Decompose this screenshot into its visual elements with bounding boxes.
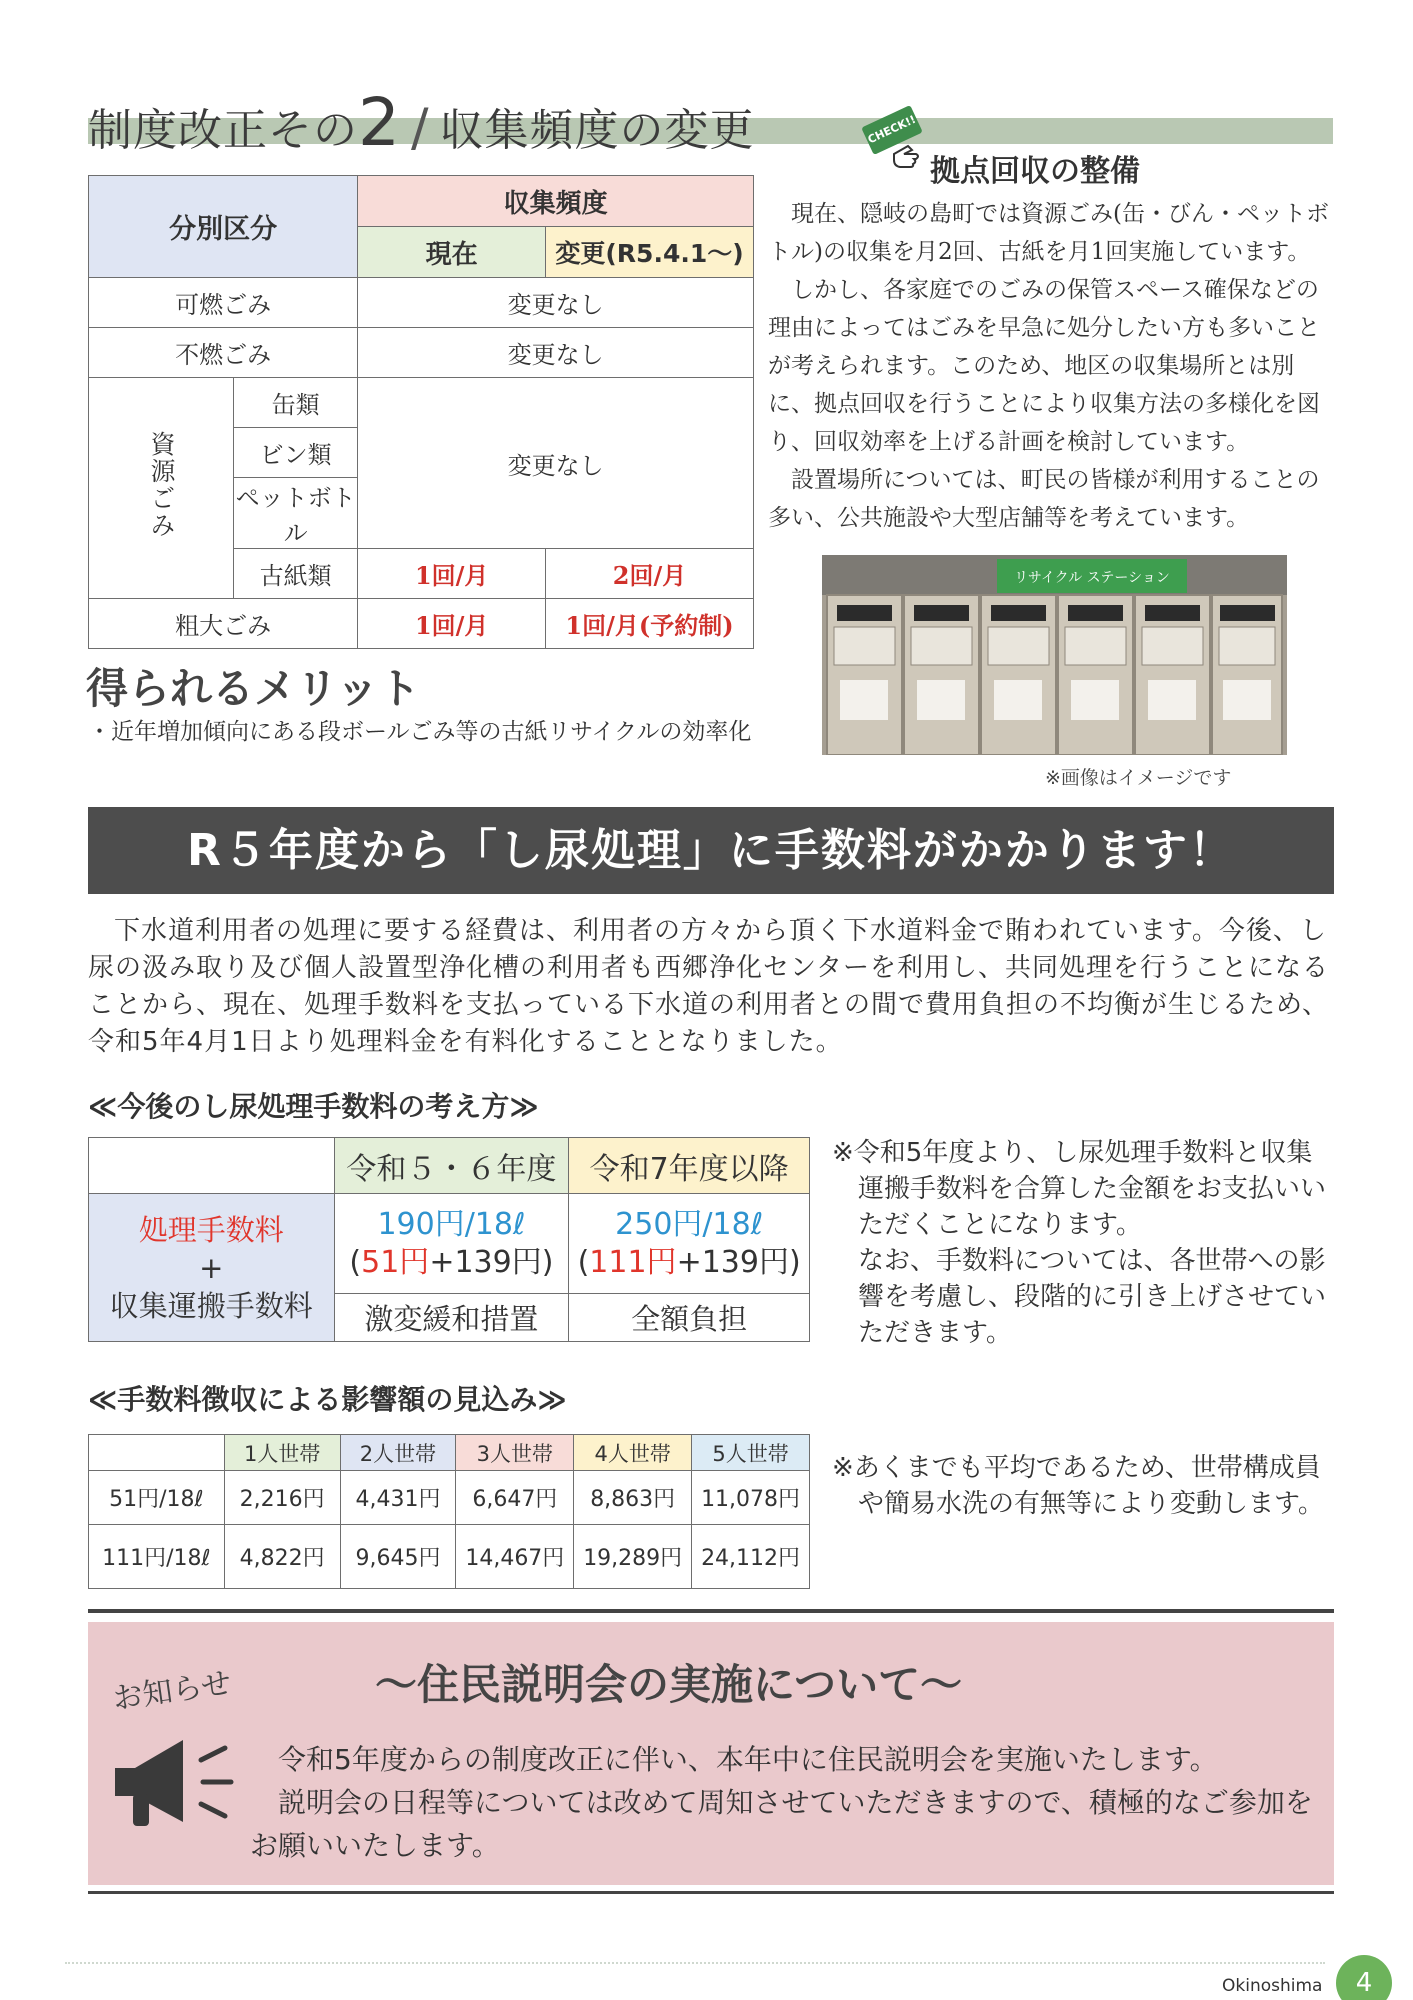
impact-table — [88, 1434, 810, 1589]
fee-note — [828, 1135, 1338, 1351]
impact-col: 3人世帯 — [456, 1435, 574, 1471]
impact-col: 1人世帯 — [224, 1435, 340, 1471]
section-title — [88, 84, 755, 161]
row-kanen: 可燃ごみ — [89, 278, 358, 328]
group-shigen: 資源ごみ — [89, 378, 234, 599]
impact-note-text: ※あくまでも平均であるため、世帯構成員や簡易水洗の有無等により変動します。 — [832, 1453, 1324, 1519]
fee-label-plus: + — [199, 1250, 224, 1285]
fee-measure-2: 全額負担 — [569, 1294, 810, 1342]
impact-col: 4人世帯 — [574, 1435, 692, 1471]
impact-cell: 2,216円 — [224, 1471, 340, 1525]
row-bottle: ビン類 — [234, 428, 358, 478]
photo-sign: リサイクル ステーション — [1014, 570, 1170, 586]
impact-cell: 4,822円 — [224, 1525, 340, 1589]
title-slash: / — [411, 98, 430, 158]
kyoten-paragraph: 設置場所については、町民の皆様が利用することの多い、公共施設や大型店舗等を考えています。 — [768, 467, 1320, 531]
notice-title: 〜住民説明会の実施について〜 — [375, 1660, 963, 1709]
impact-cell: 4,431円 — [340, 1471, 456, 1525]
footer-dotted-rule — [65, 1962, 1325, 1964]
pointing-hand-icon — [890, 140, 924, 170]
photo-caption: ※画像はイメージです — [1045, 767, 1232, 789]
notice-bottom-rule — [88, 1891, 1334, 1894]
megaphone-icon — [105, 1730, 245, 1840]
impact-cell: 14,467円 — [456, 1525, 574, 1589]
row-funen: 不燃ごみ — [89, 328, 358, 378]
shinyo-fee-banner: R５年度から「し尿処理」に手数料がかかります！ — [88, 807, 1334, 894]
impact-cell: 8,863円 — [574, 1471, 692, 1525]
no-change-cell: 変更なし — [358, 378, 754, 549]
header-frequency: 収集頻度 — [358, 176, 754, 227]
check-badge: CHECK!! — [861, 105, 923, 155]
page-number: 4 — [1336, 1955, 1392, 2000]
impact-corner-cell — [89, 1435, 225, 1471]
kyoten-body — [768, 195, 1338, 537]
fee-row-label — [89, 1194, 335, 1342]
paper-change: 2回/月 — [546, 549, 754, 599]
fee-price-2: 250円/18ℓ — [615, 1206, 764, 1242]
fee-price-r7: 250円/18ℓ (111円+139円) — [569, 1194, 810, 1294]
notice-body — [250, 1738, 1330, 1867]
impact-col: 2人世帯 — [340, 1435, 456, 1471]
fee-label-transport: 収集運搬手数料 — [109, 1288, 313, 1323]
impact-col: 5人世帯 — [692, 1435, 810, 1471]
header-change: 変更(R5.4.1〜) — [546, 227, 754, 278]
fee-corner-cell — [89, 1138, 335, 1194]
kyoten-paragraph: しかし、各家庭でのごみの保管スペース確保などの理由によってはごみを早急に処分したい方も多いことが考えられます。このため、地区の収集場所とは別に、拠点回収を行うことにより収集方法の多様化を図り、回収効率を上げる計画を検討しています。 — [768, 277, 1320, 455]
kyoten-title: 拠点回収の整備 — [930, 154, 1140, 189]
impact-note — [828, 1450, 1338, 1522]
title-main: 制度改正その — [88, 105, 358, 156]
merit-text: ・近年増加傾向にある段ボールごみ等の古紙リサイクルの効率化 — [88, 719, 752, 745]
sodai-change: 1回/月(予約制) — [546, 599, 754, 649]
recycle-station-photo — [822, 555, 1287, 755]
impact-cell: 9,645円 — [340, 1525, 456, 1589]
no-change-cell: 変更なし — [358, 278, 754, 328]
row-can: 缶類 — [234, 378, 358, 428]
fee-table — [88, 1137, 810, 1342]
impact-row-label: 111円/18ℓ — [89, 1525, 225, 1589]
fee-breakdown-red: 51円 — [361, 1244, 430, 1280]
row-sodai: 粗大ごみ — [89, 599, 358, 649]
fee-col-r7: 令和7年度以降 — [569, 1138, 810, 1194]
fee-note-line2: なお、手数料については、各世帯への影響を考慮し、段階的に引き上げさせていただきます。 — [858, 1246, 1327, 1348]
fee-label-processing: 処理手数料 — [138, 1212, 284, 1247]
header-category: 分別区分 — [89, 176, 358, 278]
notice-line2: 説明会の日程等については改めて周知させていただきますので、積極的なご参加をお願いいたします。 — [250, 1786, 1313, 1862]
paper-current: 1回/月 — [358, 549, 546, 599]
row-pet: ペットボトル — [234, 478, 358, 549]
impact-cell: 11,078円 — [692, 1471, 810, 1525]
collection-frequency-table — [88, 175, 754, 649]
header-current: 現在 — [358, 227, 546, 278]
fee-price-1: 190円/18ℓ — [377, 1206, 526, 1242]
title-sub: 収集頻度の変更 — [439, 105, 755, 156]
recycle-station-illustration — [822, 555, 1287, 755]
impact-cell: 19,289円 — [574, 1525, 692, 1589]
notice-label: お知らせ — [110, 1665, 234, 1718]
impact-heading: ≪手数料徴収による影響額の見込み≫ — [88, 1383, 567, 1416]
impact-row-label: 51円/18ℓ — [89, 1471, 225, 1525]
merit-title: 得られるメリット — [86, 664, 421, 713]
fee-col-r5-6: 令和５・６年度 — [334, 1138, 569, 1194]
impact-cell: 6,647円 — [456, 1471, 574, 1525]
fee-note-line1: ※令和5年度より、し尿処理手数料と収集運搬手数料を合算した金額をお支払いいただくことになります。 — [832, 1138, 1327, 1240]
fee-heading: ≪今後のし尿処理手数料の考え方≫ — [88, 1090, 539, 1123]
kyoten-paragraph: 現在、隠岐の島町では資源ごみ(缶・びん・ペットボトル)の収集を月2回、古紙を月1回実施しています。 — [768, 201, 1329, 265]
fee-breakdown-red: 111円 — [589, 1244, 677, 1280]
fee-measure-1: 激変緩和措置 — [334, 1294, 569, 1342]
notice-top-rule — [88, 1609, 1334, 1613]
notice-line1: 令和5年度からの制度改正に伴い、本年中に住民説明会を実施いたします。 — [278, 1743, 1218, 1776]
sodai-current: 1回/月 — [358, 599, 546, 649]
fee-price-r5-6: 190円/18ℓ (51円+139円) — [334, 1194, 569, 1294]
title-number: 2 — [358, 84, 401, 161]
footer-publication-name: Okinoshima — [1222, 1976, 1323, 1996]
intro-paragraph: 下水道利用者の処理に要する経費は、利用者の方々から頂く下水道料金で賄われています。今後、し尿の汲み取り及び個人設置型浄化槽の利用者も西郷浄化センターを利用し、共同処理を行うことになることから、現在、処理手数料を支払っている下水道の利用者との間で費用負担の不均衡が生じるため、令和5年4月1日より処理料金を有料化することとなりました。 — [88, 916, 1329, 1057]
row-paper: 古紙類 — [234, 549, 358, 599]
no-change-cell: 変更なし — [358, 328, 754, 378]
impact-cell: 24,112円 — [692, 1525, 810, 1589]
